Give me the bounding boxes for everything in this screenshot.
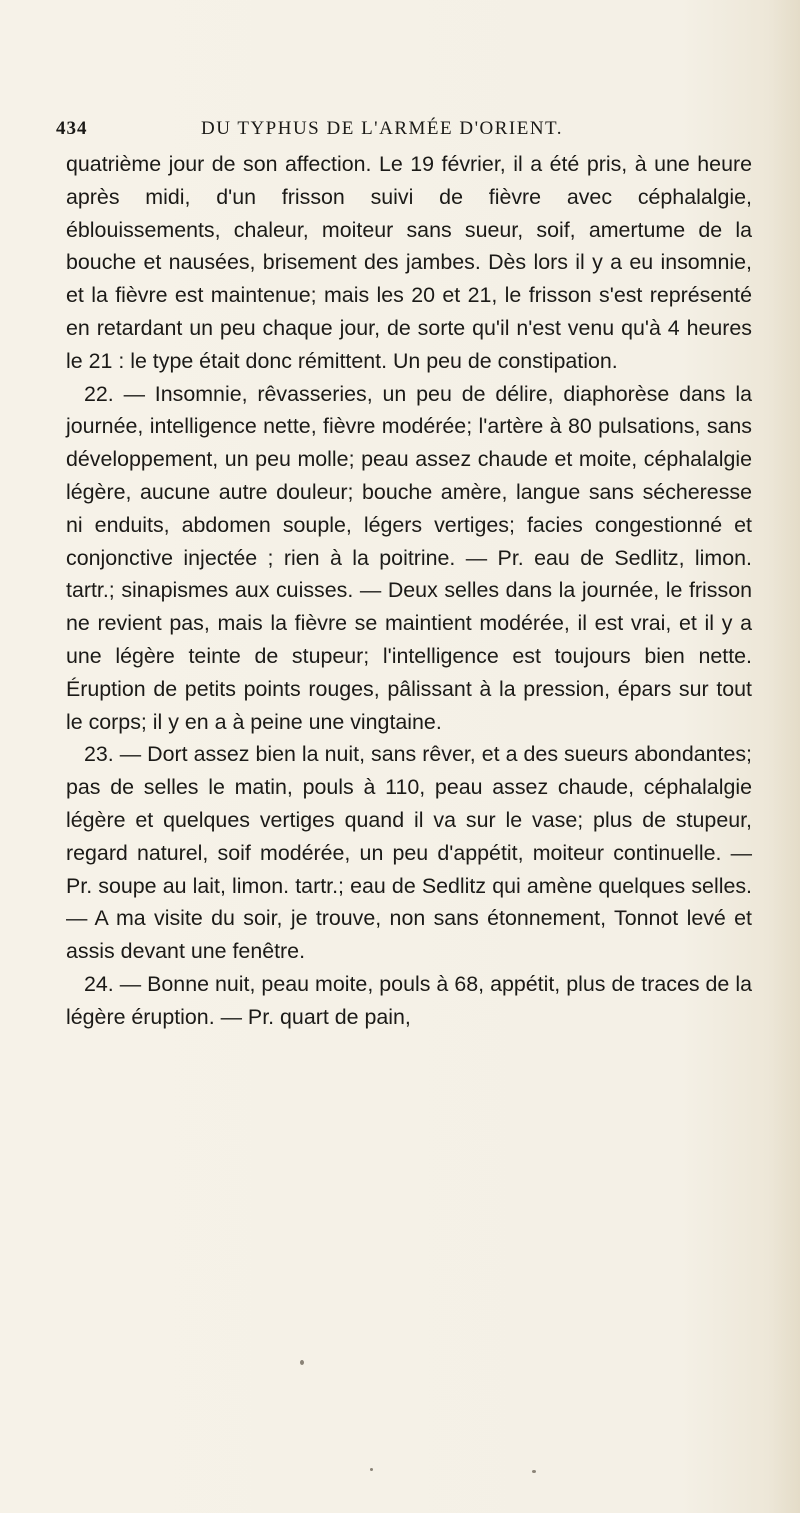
paragraph-day-24: 24. — Bonne nuit, peau moite, pouls à 68, appétit, plus de traces de la légère éruption. — Pr. quart de pain, bbox=[66, 971, 752, 1029]
paper-speck bbox=[370, 1468, 373, 1471]
running-title: DU TYPHUS DE L'ARMÉE D'ORIENT. bbox=[201, 118, 563, 139]
page-number: 434 bbox=[56, 118, 88, 139]
paragraph-day-22: 22. — Insomnie, rêvasseries, un peu de délire, diaphorèse dans la journée, intelligence nette, fièvre modérée; l'artère à 80 pulsations, sans développement, un peu molle; peau assez chaude et moite, céphalalgie légère, aucune autre douleur; bouche amère, langue sans sécheresse ni enduits, abdomen souple, légers vertiges; facies congestionné et conjonctive injectée ; rien à la poitrine. — Pr. eau de Sedlitz, limon. tartr.; sinapismes aux cuisses. — Deux selles dans la journée, le frisson ne revient pas, mais la fièvre se maintient modérée, il est vrai, et il y a une légère teinte de stupeur; l'intelligence est toujours bien nette. Éruption de petits points rouges, pâlissant à la pression, épars sur tout le corps; il y en a à peine une vingtaine. bbox=[66, 381, 752, 734]
paper-speck bbox=[300, 1360, 304, 1365]
body-text bbox=[66, 148, 752, 1034]
paper-speck bbox=[532, 1470, 536, 1473]
paragraph-day-23: 23. — Dort assez bien la nuit, sans rêver, et a des sueurs abondantes; pas de selles le matin, pouls à 110, peau assez chaude, céphalalgie légère et quelques vertiges quand il va sur le vase; plus de stupeur, regard naturel, soif modérée, un peu d'appétit, moiteur continuelle. — Pr. soupe au lait, limon. tartr.; eau de Sedlitz qui amène quelques selles. — A ma visite du soir, je trouve, non sans étonnement, Tonnot levé et assis devant une fenêtre. bbox=[66, 742, 752, 964]
running-head bbox=[56, 118, 756, 148]
paragraph-continuation: quatrième jour de son affection. Le 19 février, il a été pris, à une heure après midi, d'un frisson suivi de fièvre avec céphalalgie, éblouissements, chaleur, moiteur sans sueur, soif, amertume de la bouche et nausées, brisement des jambes. Dès lors il y a eu insomnie, et la fièvre est maintenue; mais les 20 et 21, le frisson s'est représenté en retardant un peu chaque jour, de sorte qu'il n'est venu qu'à 4 heures le 21 : le type était donc rémittent. Un peu de constipation. bbox=[66, 152, 752, 373]
